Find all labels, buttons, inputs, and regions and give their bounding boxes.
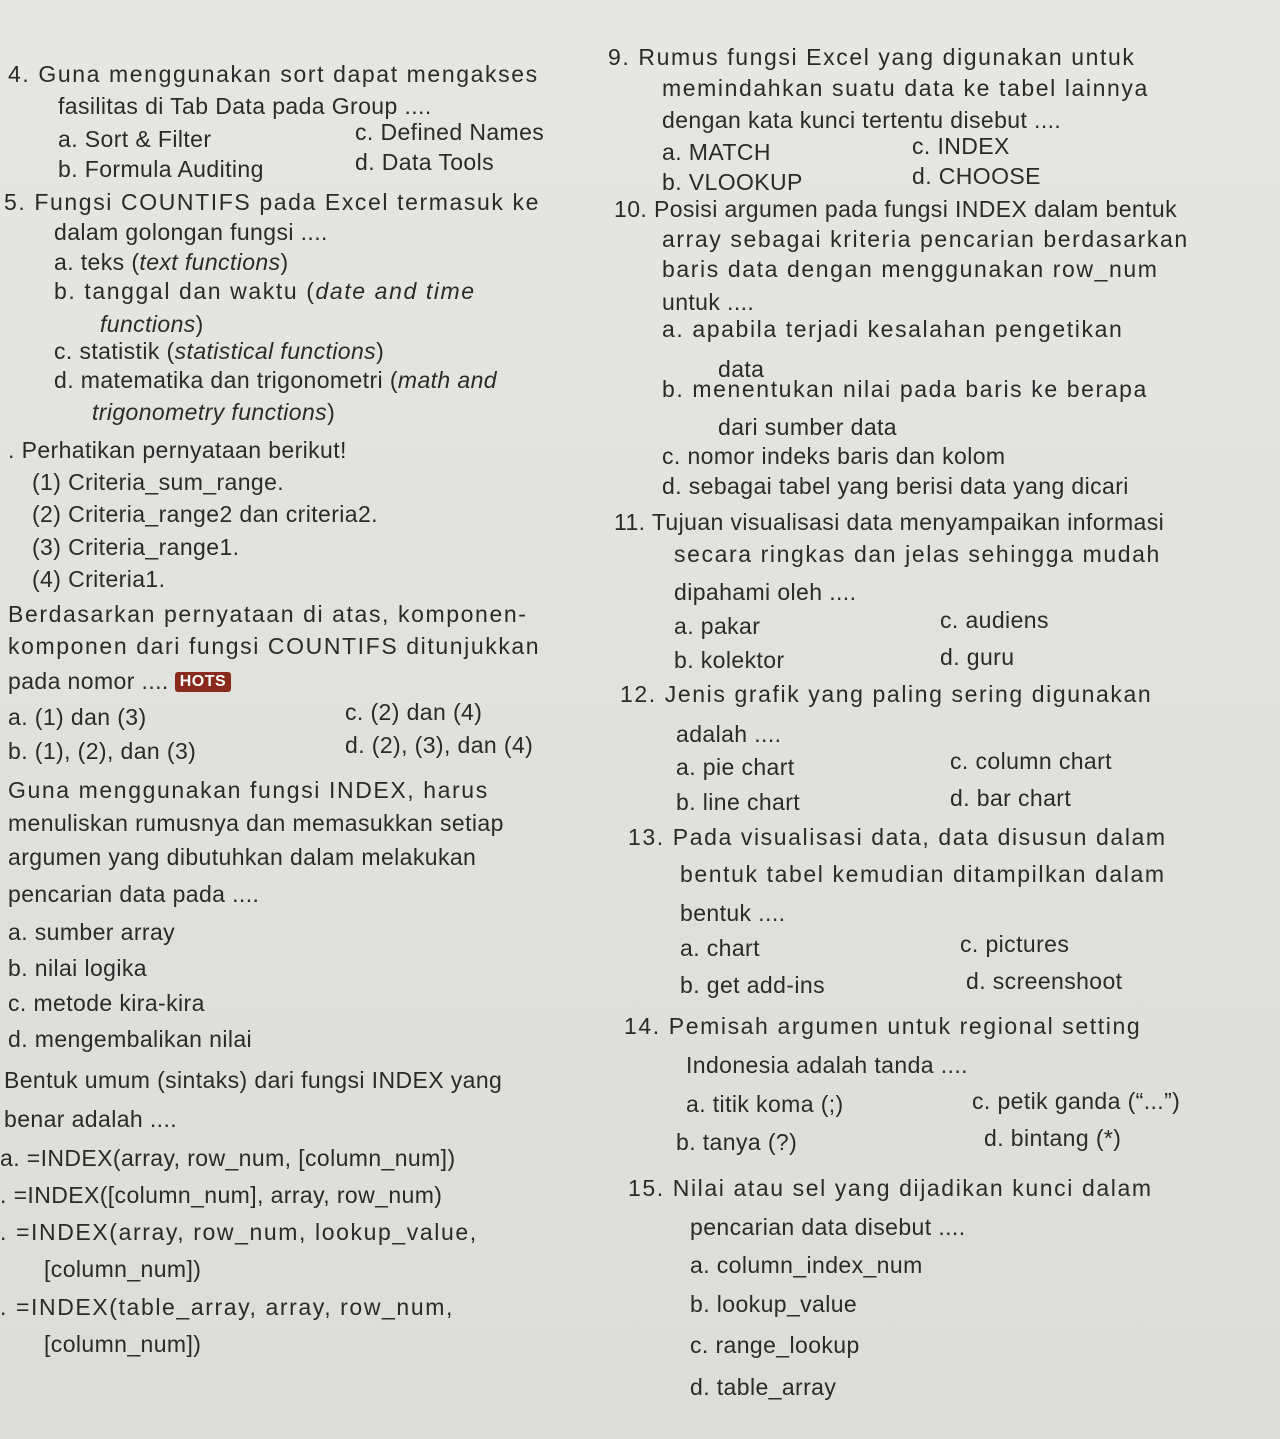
option-b-cont: dari sumber data — [718, 414, 897, 440]
question-stem: dalam golongan fungsi .... — [54, 219, 328, 245]
option-c: c. pictures — [960, 931, 1070, 957]
question-stem: Bentuk umum (sintaks) dari fungsi INDEX yang — [4, 1067, 503, 1093]
option-b: b. tanggal dan waktu (date and time — [54, 278, 476, 304]
option-c: c. range_lookup — [690, 1332, 860, 1358]
question-stem: pencarian data pada .... — [8, 881, 260, 907]
option-a: a. teks (text functions) — [54, 249, 289, 275]
option-d: d. table_array — [690, 1374, 837, 1400]
option-b: b. kolektor — [674, 647, 785, 673]
option-b: b. get add-ins — [680, 972, 825, 998]
option-c: c. audiens — [940, 607, 1049, 633]
question-stem: komponen dari fungsi COUNTIFS ditunjukkan — [8, 633, 541, 659]
option-d: d. CHOOSE — [912, 163, 1041, 189]
option-b: b. tanya (?) — [676, 1129, 798, 1155]
option-c: c. Defined Names — [355, 119, 545, 145]
option-a: a. sumber array — [8, 919, 176, 945]
question-stem: memindahkan suatu data ke tabel lainnya — [662, 75, 1149, 101]
question-stem: bentuk .... — [680, 900, 786, 926]
option-c: c. petik ganda (“...”) — [972, 1088, 1181, 1114]
question-stem: baris data dengan menggunakan row_num — [662, 256, 1159, 282]
question-stem: menuliskan rumusnya dan memasukkan setiap — [8, 810, 504, 836]
option-a: a. pakar — [674, 613, 761, 639]
option-d: d. mengembalikan nilai — [8, 1026, 253, 1052]
question-stem: secara ringkas dan jelas sehingga mudah — [674, 541, 1161, 567]
option-a: a. column_index_num — [690, 1252, 923, 1278]
question-stem: untuk .... — [662, 289, 755, 315]
question-stem: dipahami oleh .... — [674, 579, 857, 605]
question-stem: Berdasarkan pernyataan di atas, komponen- — [8, 601, 528, 627]
hots-badge: HOTS — [175, 672, 231, 692]
option-c: c. INDEX — [912, 133, 1010, 159]
option-c: c. column chart — [950, 748, 1112, 774]
question-stem: benar adalah .... — [4, 1106, 178, 1132]
option-d: d. bar chart — [950, 785, 1072, 811]
option-d: . =INDEX(table_array, array, row_num, — [0, 1294, 454, 1320]
option-b-cont: functions) — [100, 311, 204, 337]
option-c: c. (2) dan (4) — [345, 699, 483, 725]
option-a: a. MATCH — [662, 139, 771, 165]
question-stem: pencarian data disebut .... — [690, 1214, 966, 1240]
question-stem: 4. Guna menggunakan sort dapat mengakses — [8, 61, 539, 87]
question-stem: Indonesia adalah tanda .... — [686, 1052, 968, 1078]
option-d-cont: trigonometry functions) — [92, 399, 336, 425]
option-b: . =INDEX([column_num], array, row_num) — [0, 1182, 443, 1208]
option-a: a. =INDEX(array, row_num, [column_num]) — [0, 1145, 456, 1171]
question-stem: argumen yang dibutuhkan dalam melakukan — [8, 844, 477, 870]
question-stem: . Perhatikan pernyataan berikut! — [8, 437, 347, 463]
question-stem: bentuk tabel kemudian ditampilkan dalam — [680, 861, 1166, 887]
question-stem: pada nomor .... HOTS — [8, 667, 231, 695]
option-b: b. menentukan nilai pada baris ke berapa — [662, 376, 1148, 402]
option-b: b. (1), (2), dan (3) — [8, 738, 197, 764]
option-c: c. nomor indeks baris dan kolom — [662, 443, 1006, 469]
option-a: a. Sort & Filter — [58, 126, 212, 152]
option-d: d. screenshoot — [966, 968, 1123, 994]
statement-2: (2) Criteria_range2 dan criteria2. — [32, 501, 378, 527]
option-b: b. nilai logika — [8, 955, 147, 981]
option-c: c. statistik (statistical functions) — [54, 338, 385, 364]
option-b: b. line chart — [676, 789, 801, 815]
option-a-cont: data — [718, 356, 765, 382]
option-d: d. (2), (3), dan (4) — [345, 732, 534, 758]
option-d: d. guru — [940, 644, 1015, 670]
question-stem: fasilitas di Tab Data pada Group .... — [58, 93, 432, 119]
option-d: d. sebagai tabel yang berisi data yang dicari — [662, 473, 1129, 499]
question-stem: adalah .... — [676, 721, 782, 747]
option-a: a. titik koma (;) — [686, 1091, 844, 1117]
question-stem: Guna menggunakan fungsi INDEX, harus — [8, 777, 489, 803]
option-b: b. VLOOKUP — [662, 169, 803, 195]
option-b: b. lookup_value — [690, 1291, 858, 1317]
option-a: a. pie chart — [676, 754, 795, 780]
option-c: c. metode kira-kira — [8, 990, 205, 1016]
question-stem: 13. Pada visualisasi data, data disusun dalam — [628, 824, 1167, 850]
question-stem: 14. Pemisah argumen untuk regional setting — [624, 1013, 1142, 1039]
question-stem: 9. Rumus fungsi Excel yang digunakan untuk — [608, 44, 1136, 70]
option-a: a. apabila terjadi kesalahan pengetikan — [662, 316, 1124, 342]
question-stem: 15. Nilai atau sel yang dijadikan kunci dalam — [628, 1175, 1153, 1201]
option-a: a. (1) dan (3) — [8, 704, 147, 730]
question-stem: 10. Posisi argumen pada fungsi INDEX dalam bentuk — [614, 196, 1177, 222]
option-d: d. Data Tools — [355, 149, 495, 175]
option-d: d. matematika dan trigonometri (math and — [54, 367, 497, 393]
option-a: a. chart — [680, 935, 760, 961]
question-stem: 12. Jenis grafik yang paling sering digunakan — [620, 681, 1153, 707]
question-stem: array sebagai kriteria pencarian berdasarkan — [662, 226, 1189, 252]
question-stem: dengan kata kunci tertentu disebut .... — [662, 107, 1062, 133]
option-c: . =INDEX(array, row_num, lookup_value, — [0, 1219, 478, 1245]
statement-1: (1) Criteria_sum_range. — [32, 469, 285, 495]
option-d: d. bintang (*) — [984, 1125, 1122, 1151]
statement-4: (4) Criteria1. — [32, 566, 166, 592]
option-b: b. Formula Auditing — [58, 156, 264, 182]
option-d-cont: [column_num]) — [44, 1331, 202, 1357]
statement-3: (3) Criteria_range1. — [32, 534, 240, 560]
option-c-cont: [column_num]) — [44, 1256, 202, 1282]
question-stem: 5. Fungsi COUNTIFS pada Excel termasuk ke — [4, 189, 540, 215]
question-stem: 11. Tujuan visualisasi data menyampaikan informasi — [614, 509, 1165, 535]
